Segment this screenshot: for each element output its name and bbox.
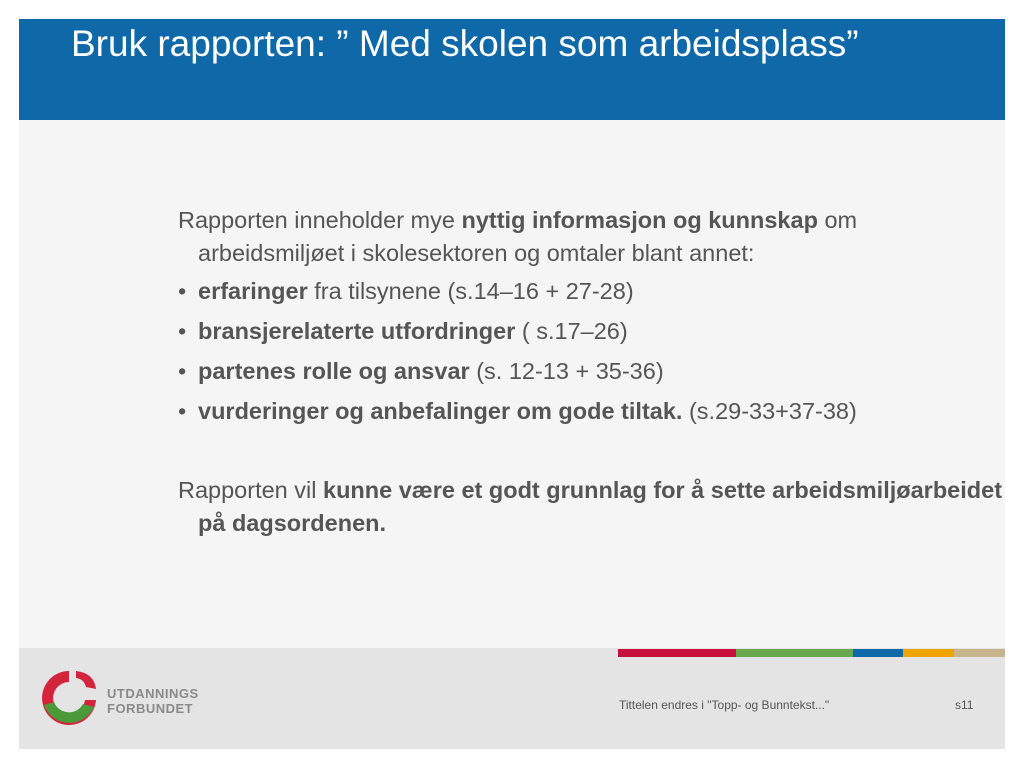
bullet-item [178, 355, 1008, 388]
footer-stripe-red [618, 649, 736, 657]
closing-paragraph [178, 474, 1008, 540]
slide-body [178, 204, 1008, 540]
bullet-text: ( s.17–26) [515, 318, 628, 344]
bullet-text: (s.29-33+37-38) [682, 398, 857, 424]
bullet-bold: partenes rolle og ansvar [198, 358, 470, 384]
bullet-marker: • [178, 358, 187, 384]
bullet-bold: erfaringer [198, 278, 308, 304]
intro-bold: nyttig informasjon og kunnskap [461, 207, 818, 233]
bullet-item [178, 275, 1008, 308]
bullet-item [178, 315, 1008, 348]
footer-stripe-yellow [903, 649, 954, 657]
logo-green-arc [44, 702, 94, 723]
bullet-text: (s. 12-13 + 35-36) [469, 358, 664, 384]
page-number: s11 [955, 698, 974, 712]
slide-title: Bruk rapporten: ” Med skolen som arbeidsplass” [71, 23, 859, 64]
logo-line-2: FORBUNDET [107, 701, 194, 716]
bullet-bold: vurderinger og anbefalinger om gode tiltak. [198, 398, 683, 424]
bullet-marker: • [178, 398, 187, 424]
spacer [178, 435, 1008, 474]
intro-suffix: om arbeidsmiljøet i skolesektoren og omtaler blant annet: [198, 207, 858, 266]
bullet-list [178, 275, 1008, 428]
closing-prefix: Rapporten vil [178, 477, 323, 503]
logo-red-tip [76, 671, 96, 689]
intro-prefix: Rapporten inneholder mye [178, 207, 462, 233]
logo-wordmark [107, 686, 199, 716]
bullet-item [178, 395, 1008, 428]
footer-text: Tittelen endres i "Topp- og Bunntekst..." [619, 698, 830, 712]
bullet-marker: • [178, 278, 187, 304]
closing-bold: kunne være et godt grunnlag for å sette arbeidsmiljøarbeidet på dagsordenen. [198, 477, 1003, 536]
bullet-text: fra tilsynene (s.14–16 + 27-28) [307, 278, 634, 304]
footer-stripe-green [736, 649, 853, 657]
intro-paragraph [178, 204, 1008, 270]
bullet-marker: • [178, 318, 187, 344]
bullet-bold: bransjerelaterte utfordringer [198, 318, 516, 344]
footer-stripe-tan [954, 649, 1005, 657]
logo-line-1: UTDANNINGS [107, 686, 199, 701]
utdanningsforbundet-logo-icon [36, 665, 102, 731]
footer-stripe-blue [853, 649, 903, 657]
